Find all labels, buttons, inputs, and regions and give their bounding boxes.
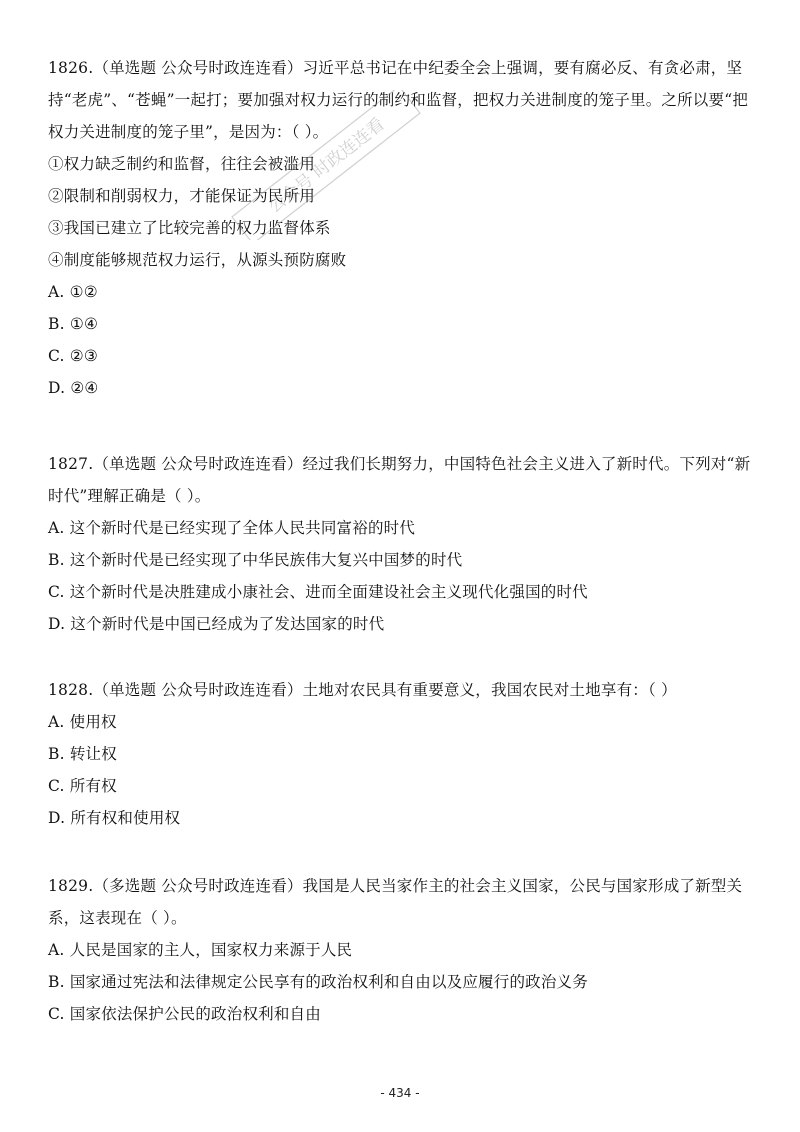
statement-1: ①权力缺乏制约和监督，往往会被滥用: [48, 155, 315, 173]
question-1828: [48, 674, 752, 834]
option-d: D. 这个新时代是中国已经成为了发达国家的时代: [48, 615, 385, 633]
question-1826: [48, 52, 752, 404]
option-a: A. ①②: [48, 283, 98, 301]
option-c: C. 国家依法保护公民的政治权利和自由: [48, 1005, 321, 1023]
option-d: D. 所有权和使用权: [48, 809, 181, 827]
option-b: B. 这个新时代是已经实现了中华民族伟大复兴中国梦的时代: [48, 551, 463, 569]
watermark-text: 公众号 时政连连看: [264, 114, 389, 218]
option-d: D. ②④: [48, 379, 99, 397]
option-b: B. 国家通过宪法和法律规定公民享有的政治权利和自由以及应履行的政治义务: [48, 973, 588, 991]
option-c: C. 这个新时代是决胜建成小康社会、进而全面建设社会主义现代化强国的时代: [48, 583, 588, 601]
option-b: B. ①④: [48, 315, 99, 333]
option-c: C. ②③: [48, 347, 98, 365]
option-b: B. 转让权: [48, 745, 117, 763]
question-1829: [48, 870, 752, 1030]
question-1827: [48, 448, 752, 640]
option-c: C. 所有权: [48, 777, 117, 795]
question-stem: 1827.（单选题 公众号时政连连看）经过我们长期努力，中国特色社会主义进入了新时代。下列对“新时代”理解正确是（ ）。: [48, 455, 751, 505]
page-number: - 434 -: [380, 1086, 420, 1100]
option-a: A. 这个新时代是已经实现了全体人民共同富裕的时代: [48, 519, 416, 537]
statement-2: ②限制和削弱权力，才能保证为民所用: [48, 187, 315, 205]
option-a: A. 人民是国家的主人，国家权力来源于人民: [48, 941, 353, 959]
statement-4: ④制度能够规范权力运行，从源头预防腐败: [48, 251, 347, 269]
question-stem: 1828.（单选题 公众号时政连连看）土地对农民具有重要意义，我国农民对土地享有：（ ）: [48, 681, 677, 699]
question-stem: 1826.（单选题 公众号时政连连看）习近平总书记在中纪委全会上强调，要有腐必反、有贪必肃，坚持“老虎”、“苍蝇”一起打；要加强对权力运行的制约和监督，把权力关进制度的笼子里。之所以要“把权力关进制度的笼子里”，是因为：（ ）。: [48, 59, 749, 141]
statement-3: ③我国已建立了比较完善的权力监督体系: [48, 219, 331, 237]
question-stem: 1829.（多选题 公众号时政连连看）我国是人民当家作主的社会主义国家，公民与国家形成了新型关系，这表现在（ ）。: [48, 877, 743, 927]
option-a: A. 使用权: [48, 713, 117, 731]
